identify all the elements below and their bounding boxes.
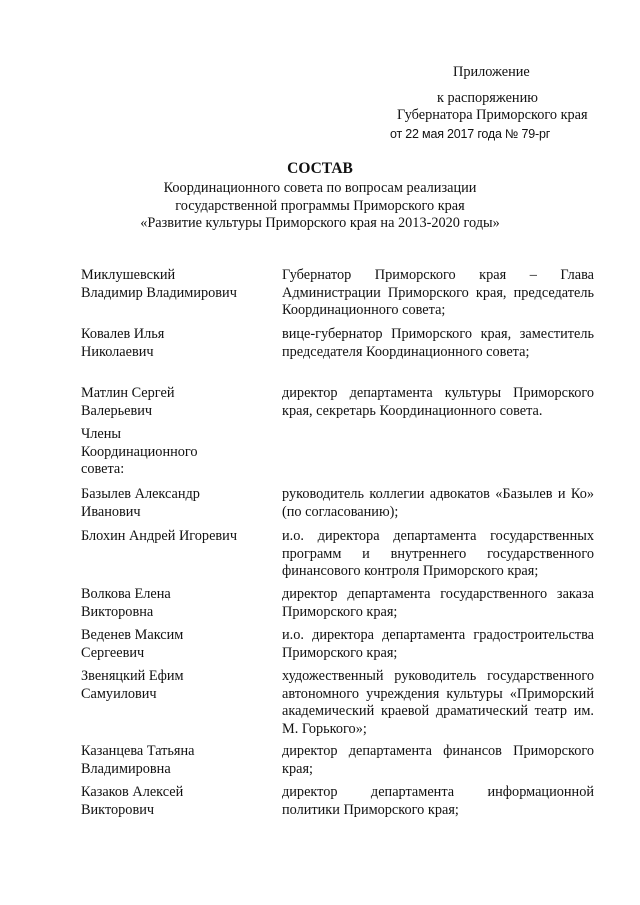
member-name (81, 743, 266, 778)
member-name (81, 784, 266, 819)
member-name-line: Владимир Владимирович (81, 284, 237, 301)
members-heading-line: совета: (81, 461, 125, 478)
member-name-line: Николаевич (81, 343, 154, 360)
issuer-label: Губернатора Приморского края (397, 107, 588, 123)
member-name-line: Сергеевич (81, 644, 145, 661)
member-name-line: Матлин Сергей (81, 385, 175, 401)
member-name (81, 326, 266, 361)
member-name-line: Казанцева Татьяна (81, 743, 195, 759)
member-name (81, 385, 266, 420)
member-name-line: Звеняцкий Ефим (81, 668, 184, 684)
member-role: вице-губернатор Приморского края, заместитель председателя Координационного совета; (282, 326, 594, 360)
members-heading-line: Члены (81, 426, 122, 442)
member-name (81, 267, 266, 302)
subtitle-line: государственной программы Приморского края (175, 197, 465, 214)
subtitle-line: «Развитие культуры Приморского края на 2013-2020 годы» (140, 215, 500, 232)
member-name (81, 486, 266, 521)
document-subtitle (0, 180, 640, 233)
member-role: и.о. директора департамента государственных программ и внутреннего государственного финансового контроля Приморского края; (282, 528, 594, 580)
member-name-line: Викторович (81, 801, 155, 818)
member-name (81, 627, 266, 662)
member-name (81, 528, 266, 546)
member-name-line: Самуилович (81, 685, 157, 702)
member-name-line: Викторовна (81, 603, 154, 620)
member-name-line: Иванович (81, 503, 141, 520)
member-role: директор департамента культуры Приморского края, секретарь Координационного совета. (282, 385, 594, 419)
member-role: директор департамента государственного заказа Приморского края; (282, 586, 594, 620)
member-role: директор департамента финансов Приморского края; (282, 743, 594, 777)
subtitle-line: Координационного совета по вопросам реализации (163, 180, 477, 196)
member-name-line: Валерьевич (81, 402, 153, 419)
member-name-line: Базылев Александр (81, 486, 200, 502)
member-name-line: Казаков Алексей (81, 784, 184, 800)
member-name-line: Веденев Максим (81, 627, 184, 643)
members-heading-line: Координационного (81, 443, 198, 460)
member-name (81, 668, 266, 703)
member-role: художественный руководитель государственного автономного учреждения культуры «Приморский академический краевой драматический театр им. М. Горького»; (282, 668, 594, 737)
member-name-line: Блохин Андрей Игоревич (81, 528, 238, 544)
member-name-line: Волкова Елена (81, 586, 171, 602)
member-role: директор департамента информационной политики Приморского края; (282, 784, 594, 818)
to-order-label: к распоряжению (437, 90, 538, 106)
member-name (81, 586, 266, 621)
member-name-line: Ковалев Илья (81, 326, 165, 342)
annex-label: Приложение (453, 64, 530, 80)
order-date-line: от 22 мая 2017 года № 79-рг (390, 127, 551, 141)
member-name-line: Миклушевский (81, 267, 176, 283)
member-role: и.о. директора департамента градостроительства Приморского края; (282, 627, 594, 661)
members-heading (81, 426, 266, 479)
document-title: СОСТАВ (287, 160, 353, 177)
member-name-line: Владимировна (81, 760, 171, 777)
member-role: Губернатор Приморского края – Глава Администрации Приморского края, председатель Координационного совета; (282, 267, 594, 319)
member-role: руководитель коллегии адвокатов «Базылев и Ко» (по согласованию); (282, 486, 594, 520)
